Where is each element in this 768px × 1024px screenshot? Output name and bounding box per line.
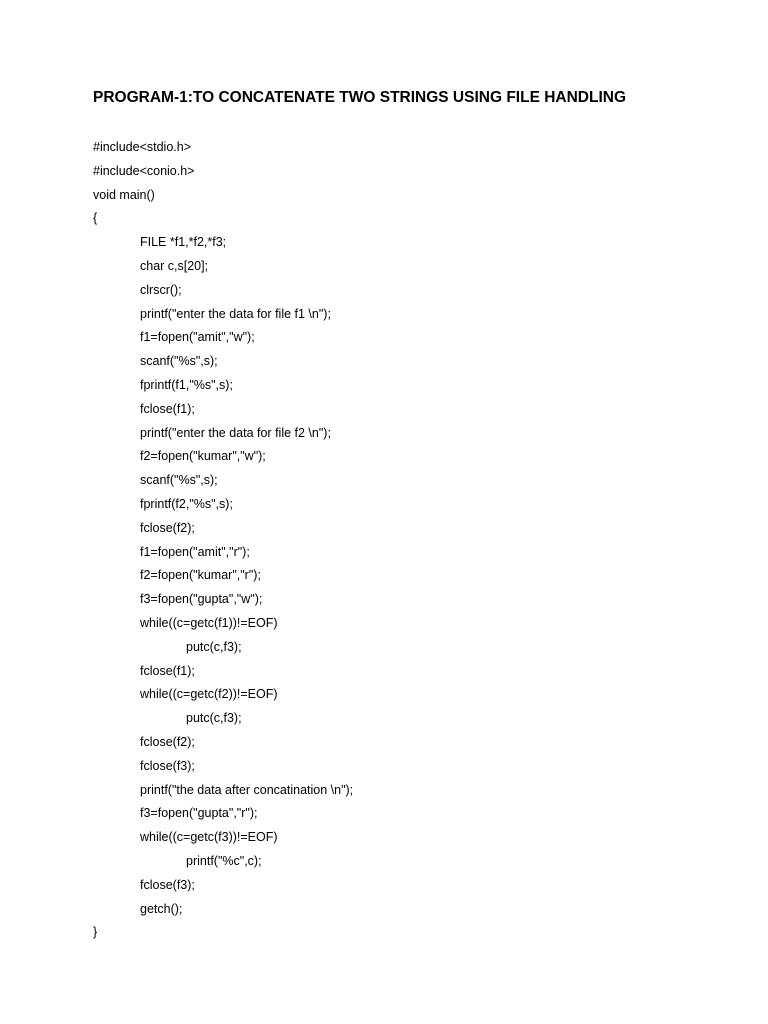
code-line: fclose(f2); — [140, 734, 195, 749]
code-line: fprintf(f1,"%s",s); — [140, 377, 233, 392]
code-line: { — [93, 211, 98, 226]
code-line: #include<stdio.h> — [93, 140, 191, 154]
code-line: fclose(f2); — [140, 520, 195, 535]
code-line: f3=fopen("gupta","w"); — [140, 592, 263, 607]
code-line: fprintf(f2,"%s",s); — [140, 496, 233, 511]
code-line: char c,s[20]; — [140, 258, 209, 273]
code-line: printf("the data after concatination \n"); — [140, 782, 354, 797]
code-line: printf("%c",c); — [186, 853, 262, 868]
code-line: fclose(f3); — [140, 877, 195, 892]
code-line: scanf("%s",s); — [140, 473, 218, 488]
code-line: while((c=getc(f2))!=EOF) — [140, 687, 278, 702]
code-line: clrscr(); — [140, 282, 182, 297]
code-line: f2=fopen("kumar","r"); — [140, 568, 261, 583]
code-line: f2=fopen("kumar","w"); — [140, 449, 266, 464]
code-line: } — [93, 925, 98, 940]
code-line: fclose(f3); — [140, 758, 195, 773]
code-line: f1=fopen("amit","w"); — [140, 330, 255, 345]
code-line: f1=fopen("amit","r"); — [140, 544, 250, 559]
code-line: scanf("%s",s); — [140, 354, 218, 369]
code-line: putc(c,f3); — [186, 639, 242, 654]
program-title: PROGRAM-1:TO CONCATENATE TWO STRINGS USING FILE HANDLING — [93, 89, 627, 106]
code-line: printf("enter the data for file f2 \n"); — [140, 425, 331, 440]
code-line: printf("enter the data for file f1 \n"); — [140, 306, 331, 321]
code-line: #include<conio.h> — [93, 163, 195, 178]
code-listing — [93, 139, 353, 948]
code-line: getch(); — [140, 901, 183, 916]
code-line: putc(c,f3); — [186, 711, 242, 726]
code-line: FILE *f1,*f2,*f3; — [140, 235, 227, 250]
code-line: while((c=getc(f1))!=EOF) — [140, 615, 278, 630]
code-line: fclose(f1); — [140, 401, 195, 416]
code-line: while((c=getc(f3))!=EOF) — [140, 830, 278, 845]
code-line: fclose(f1); — [140, 663, 195, 678]
code-line: f3=fopen("gupta","r"); — [140, 806, 258, 821]
code-line: void main() — [93, 187, 155, 202]
